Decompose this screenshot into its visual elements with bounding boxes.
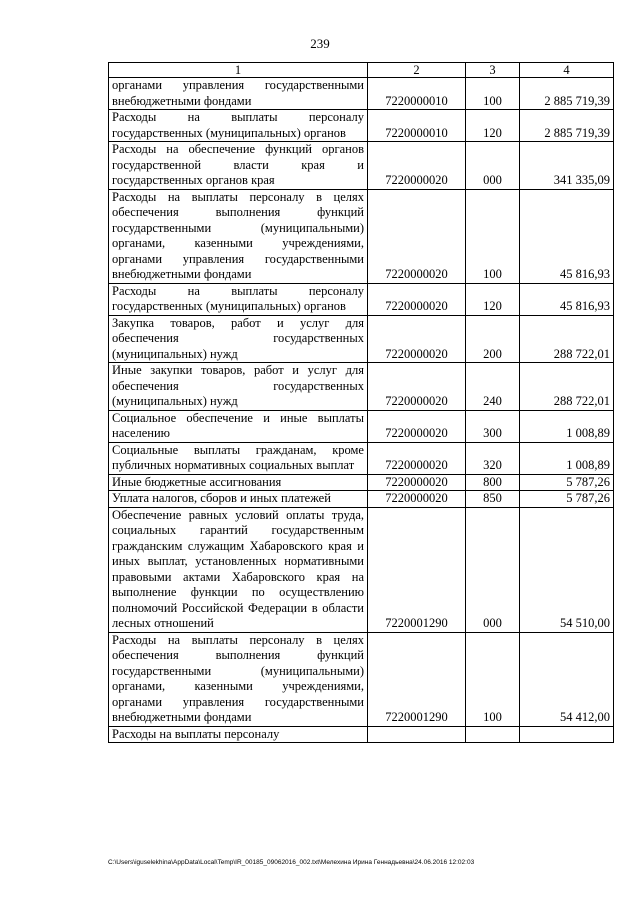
row-type: 100: [466, 632, 520, 726]
table-row: [109, 363, 614, 411]
row-type: 120: [466, 110, 520, 142]
column-header-1: 1: [109, 63, 368, 78]
row-code: 7220000020: [368, 189, 466, 283]
row-amount: 2 885 719,39: [520, 110, 614, 142]
row-type: 320: [466, 442, 520, 474]
budget-table: [108, 62, 614, 743]
row-amount: 5 787,26: [520, 474, 614, 491]
row-type: 100: [466, 78, 520, 110]
row-name: Расходы на выплаты персоналу: [109, 726, 368, 743]
row-amount: 54 412,00: [520, 632, 614, 726]
row-name: Расходы на выплаты персоналу государственных (муниципальных) органов: [109, 110, 368, 142]
row-code: 7220000020: [368, 315, 466, 363]
table-row: [109, 507, 614, 632]
table-row: [109, 491, 614, 508]
row-name: органами управления государственными внебюджетными фондами: [109, 78, 368, 110]
row-code: 7220000010: [368, 78, 466, 110]
table-row: [109, 410, 614, 442]
row-type: 300: [466, 410, 520, 442]
row-amount: 54 510,00: [520, 507, 614, 632]
row-name: Иные закупки товаров, работ и услуг для обеспечения государственных (муниципальных) нужд: [109, 363, 368, 411]
row-name: Уплата налогов, сборов и иных платежей: [109, 491, 368, 508]
table-header-row: [109, 63, 614, 78]
table-row: [109, 315, 614, 363]
row-name: Иные бюджетные ассигнования: [109, 474, 368, 491]
row-amount: 1 008,89: [520, 410, 614, 442]
row-name: Расходы на выплаты персоналу в целях обеспечения выполнения функций государственными (муниципальными) органами, казенными учреждениями, органами управления государственными внебюджетными фондами: [109, 189, 368, 283]
table-row: [109, 189, 614, 283]
row-code: 7220000010: [368, 110, 466, 142]
row-amount: 288 722,01: [520, 363, 614, 411]
row-name: Расходы на выплаты персоналу государственных (муниципальных) органов: [109, 283, 368, 315]
column-header-4: 4: [520, 63, 614, 78]
row-name: Расходы на выплаты персоналу в целях обеспечения выполнения функций государственными (муниципальными) органами, казенными учреждениями, органами управления государственными внебюджетными фондами: [109, 632, 368, 726]
table-row: [109, 110, 614, 142]
row-code: 7220000020: [368, 283, 466, 315]
row-code: 7220000020: [368, 442, 466, 474]
row-code: 7220000020: [368, 142, 466, 190]
table-row: [109, 726, 614, 743]
row-code: 7220001290: [368, 632, 466, 726]
row-type: 000: [466, 142, 520, 190]
row-amount: 1 008,89: [520, 442, 614, 474]
table-row: [109, 142, 614, 190]
footer-file-path: C:\Users\iguselekhina\AppData\Local\Temp\IR_00185_09062016_002.txt\Мелехина Ирина Геннадьевна\24.06.2016 12:02:03: [108, 859, 475, 866]
row-type: 240: [466, 363, 520, 411]
column-header-3: 3: [466, 63, 520, 78]
row-amount: 5 787,26: [520, 491, 614, 508]
row-code: 7220001290: [368, 507, 466, 632]
row-code: 7220000020: [368, 474, 466, 491]
row-amount: [520, 726, 614, 743]
row-type: 850: [466, 491, 520, 508]
table-row: [109, 283, 614, 315]
row-amount: 341 335,09: [520, 142, 614, 190]
row-name: Социальные выплаты гражданам, кроме публичных нормативных социальных выплат: [109, 442, 368, 474]
row-type: [466, 726, 520, 743]
row-type: 000: [466, 507, 520, 632]
page-number: 239: [310, 36, 330, 51]
row-amount: 45 816,93: [520, 283, 614, 315]
row-type: 200: [466, 315, 520, 363]
row-amount: 45 816,93: [520, 189, 614, 283]
row-type: 100: [466, 189, 520, 283]
row-code: [368, 726, 466, 743]
table-row: [109, 632, 614, 726]
table-row: [109, 442, 614, 474]
table-row: [109, 78, 614, 110]
row-amount: 288 722,01: [520, 315, 614, 363]
row-amount: 2 885 719,39: [520, 78, 614, 110]
row-name: Социальное обеспечение и иные выплаты населению: [109, 410, 368, 442]
row-name: Закупка товаров, работ и услуг для обеспечения государственных (муниципальных) нужд: [109, 315, 368, 363]
table-row: [109, 474, 614, 491]
row-name: Расходы на обеспечение функций органов государственной власти края и государственных органов края: [109, 142, 368, 190]
row-code: 7220000020: [368, 363, 466, 411]
row-code: 7220000020: [368, 410, 466, 442]
column-header-2: 2: [368, 63, 466, 78]
row-type: 800: [466, 474, 520, 491]
row-type: 120: [466, 283, 520, 315]
row-name: Обеспечение равных условий оплаты труда, социальных гарантий государственным гражданским служащим Хабаровского края и иных выплат, установленных нормативными правовыми актами Хабаровского края на выполнение функции по осуществлению полномочий Российской Федерации в области лесных отношений: [109, 507, 368, 632]
row-code: 7220000020: [368, 491, 466, 508]
